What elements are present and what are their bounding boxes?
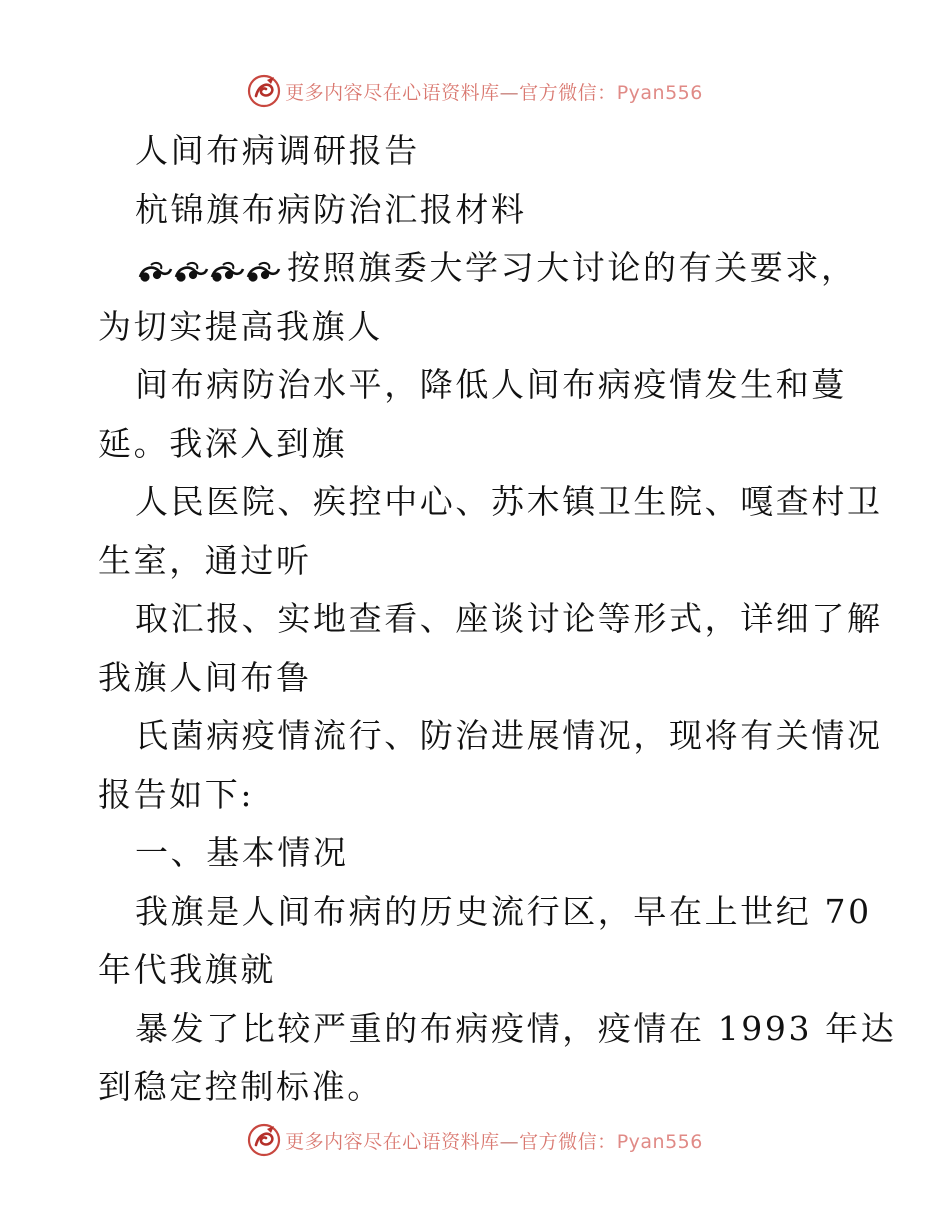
- banner-wechat-id: Pyan556: [616, 1130, 703, 1153]
- header-banner: [0, 71, 950, 111]
- paragraph-line: 取汇报、实地查看、座谈讨论等形式，详细了解: [135, 599, 883, 638]
- banner-official-label: 官方微信：: [519, 81, 617, 104]
- paragraph-line: 到稳定控制标准。: [98, 1067, 383, 1106]
- paragraph-line: 年代我旗就: [98, 950, 276, 989]
- red-swirl-logo-icon: [247, 74, 281, 108]
- paragraph-line: 延。我深入到旗: [98, 423, 348, 463]
- banner-separator: —: [499, 81, 520, 104]
- footer-banner: [0, 1120, 950, 1160]
- paragraph-line: 报告如下:: [98, 774, 255, 814]
- document-body: [98, 122, 897, 1117]
- floral-ornament-icon: [135, 241, 285, 300]
- paragraph-line: 氏菌病疫情流行、防治进展情况，现将有关情况: [135, 716, 883, 755]
- paragraph-line: 人民医院、疾控中心、苏木镇卫生院、嘎查村卫: [135, 482, 883, 521]
- footer-banner-text: [285, 1127, 703, 1154]
- paragraph-line: 生室，通过听: [98, 540, 312, 580]
- banner-separator: —: [499, 1130, 520, 1153]
- red-swirl-logo-icon: [247, 1123, 281, 1157]
- header-banner-text: [285, 78, 703, 105]
- banner-site-name: 更多内容尽在心语资料库: [285, 81, 500, 104]
- paragraph-line: 为切实提高我旗人: [98, 306, 383, 346]
- banner-site-name: 更多内容尽在心语资料库: [285, 1130, 500, 1153]
- document-subtitle: 杭锦旗布病防治汇报材料: [135, 189, 527, 229]
- paragraph-text: 按照旗委大学习大讨论的有关要求，: [287, 248, 857, 287]
- paragraph-line: 我旗是人间布病的历史流行区，早在上世纪 70: [135, 891, 872, 931]
- document-title: 人间布病调研报告: [135, 131, 420, 170]
- section-heading: 一、基本情况: [135, 833, 349, 872]
- paragraph-line: 间布病防治水平，降低人间布病疫情发生和蔓: [135, 365, 847, 404]
- banner-official-label: 官方微信：: [519, 1130, 617, 1153]
- paragraph-line: 暴发了比较严重的布病疫情，疫情在 1993 年达: [135, 1008, 897, 1048]
- paragraph-line: [98, 239, 858, 298]
- banner-wechat-id: Pyan556: [616, 81, 703, 104]
- paragraph-line: 我旗人间布鲁: [98, 657, 312, 697]
